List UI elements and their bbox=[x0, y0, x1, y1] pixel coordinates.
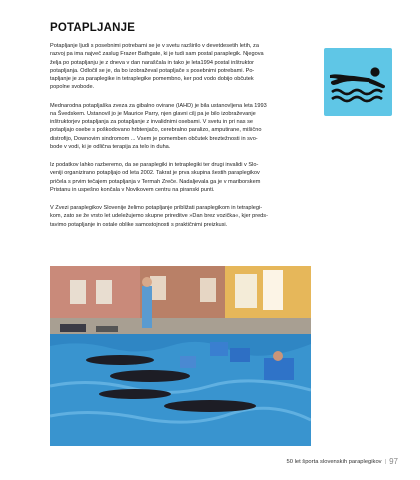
paragraph-events: V Zvezi paraplegikov Slovenije želimo potapljanje približati paraplegikom in tetraplegi- kom, zato se že vrsto let udeležujemo skupne prireditve »Dan brez vozička«, kjer preds- tavimo potapljanje in ostale oblike samostojnosti s praktičnimi preizkusi. bbox=[50, 205, 268, 228]
article-body bbox=[50, 42, 316, 239]
swimmer-icon bbox=[324, 48, 392, 116]
footer-title: 50 let športa slovenskih paraplegikov bbox=[286, 458, 382, 465]
paragraph-iahd: Mednarodna potapljaška zveza za gibalno ovirane (IAHD) je bila ustanovljena leta 1993 na Švedskem. Ustanovil jo je Maurice Parry, njen glavni cilj pa je bilo izobraževanje inštruktorjev potapljanja za potapljanje z invalidnimi osebami. V svetu in pri nas se potapljajo osebe s poškodovano hrbtenjačo, cerebralno paralizo, amputirane, mišično distrofijo, Downovim sindromom ... Vsem je pomemben občutek breztežnosti in svo- bode v vodi, ki je odlična terapija za telo in duha. bbox=[50, 102, 267, 150]
page-footer bbox=[287, 457, 398, 466]
footer-separator: | bbox=[384, 458, 387, 465]
paragraph-history: Potapljanje ljudi s posebnimi potrebami se je v svetu razširilo v devetdesetih letih, za razvoj pa ima največ zaslug Frazer Bathgate, ki je tudi sam postal paraplegik. Njegova želja po potapljanju je z dneva v dan naraščala in tako je leta1994 postal inštruktor potapljanja. Odločil se je, da bo izobraževal potapljače s posebnimi potrebami. Po- tapljanje je za paraplegike in tetraplegike pomembno, ker pod vodo dobijo občutek popolne svobode. bbox=[50, 43, 264, 91]
pool-photo bbox=[50, 266, 311, 446]
paragraph-slovenia: Iz podatkov lahko razberemo, da se paraplegiki in tetraplegiki ter drugi invalidi v Slo- veniji organizirano potapljajo od leta 2002. Takrat je prva skupina šestih paraplegikov pričela s prvim tečajem potapljanja v Termah Zreče. Nadaljevala ga je v mariborskem Pristanu in uspešno končala v Novikovem centru na piranski punti. bbox=[50, 162, 261, 193]
swimming-badge bbox=[324, 48, 392, 116]
pool-scene-image bbox=[50, 266, 311, 446]
page-number: 97 bbox=[389, 457, 398, 466]
page-title: POTAPLJANJE bbox=[50, 22, 136, 34]
